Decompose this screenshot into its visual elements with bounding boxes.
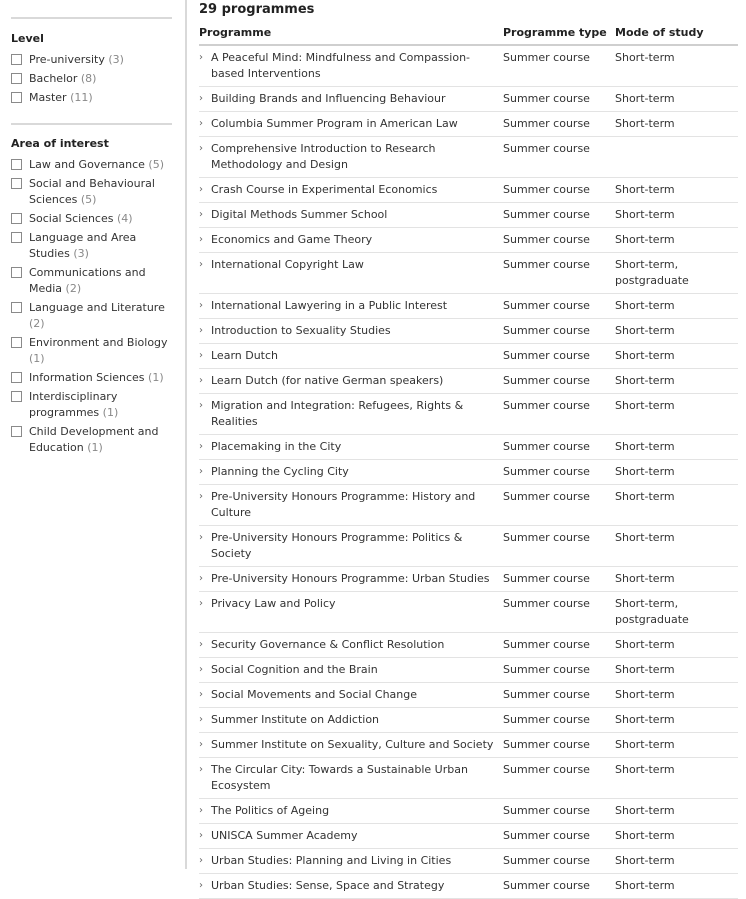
facet-option-label: Social and Behavioural Sciences xyxy=(29,177,155,206)
table-row[interactable] xyxy=(199,369,738,394)
facet-option-label: Information Sciences xyxy=(29,371,145,384)
facet-option-label: Language and Literature xyxy=(29,301,165,314)
facet-option[interactable] xyxy=(11,370,179,386)
checkbox[interactable] xyxy=(11,178,22,189)
table-row[interactable] xyxy=(199,683,738,708)
programme-link[interactable]: International Copyright Law xyxy=(211,258,364,271)
chevron-right-icon[interactable]: › xyxy=(199,739,203,750)
programme-type-cell: Summer course xyxy=(503,87,615,112)
checkbox[interactable] xyxy=(11,426,22,437)
facet-option-label: Bachelor xyxy=(29,72,78,85)
programme-link[interactable]: A Peaceful Mind: Mindfulness and Compassion-based Interventions xyxy=(211,51,471,80)
programme-link[interactable]: Comprehensive Introduction to Research Methodology and Design xyxy=(211,142,436,171)
chevron-right-icon[interactable]: › xyxy=(199,714,203,725)
table-row[interactable] xyxy=(199,253,738,294)
chevron-right-icon[interactable]: › xyxy=(199,664,203,675)
chevron-right-icon[interactable]: › xyxy=(199,764,203,775)
programme-cell xyxy=(199,708,503,733)
programme-cell xyxy=(199,758,503,799)
programme-cell xyxy=(199,799,503,824)
mode-of-study-cell: Short-term xyxy=(615,203,738,228)
mode-of-study-cell: Short-term xyxy=(615,849,738,874)
table-row[interactable] xyxy=(199,112,738,137)
programme-type-cell: Summer course xyxy=(503,874,615,899)
chevron-right-icon[interactable]: › xyxy=(199,805,203,816)
checkbox[interactable] xyxy=(11,159,22,170)
facet-option-label: Child Development and Education xyxy=(29,425,159,454)
programme-link[interactable]: Building Brands and Influencing Behaviour xyxy=(211,92,446,105)
mode-of-study-cell: Short-term xyxy=(615,319,738,344)
checkbox[interactable] xyxy=(11,337,22,348)
table-row[interactable] xyxy=(199,228,738,253)
checkbox[interactable] xyxy=(11,267,22,278)
mode-of-study-cell: Short-term xyxy=(615,369,738,394)
facet-option[interactable] xyxy=(11,176,179,208)
facet-option[interactable] xyxy=(11,157,179,173)
results-count: 29 programmes xyxy=(199,2,315,17)
programme-type-cell: Summer course xyxy=(503,849,615,874)
facet-option[interactable] xyxy=(11,90,179,106)
programme-cell xyxy=(199,824,503,849)
sidebar-separator xyxy=(185,0,187,869)
programme-type-cell: Summer course xyxy=(503,708,615,733)
chevron-right-icon[interactable]: › xyxy=(199,573,203,584)
facet-option[interactable] xyxy=(11,424,179,456)
chevron-right-icon[interactable]: › xyxy=(199,209,203,220)
programme-type-cell: Summer course xyxy=(503,137,615,178)
facet-option-count: (1) xyxy=(87,441,103,454)
programme-cell xyxy=(199,137,503,178)
chevron-right-icon[interactable]: › xyxy=(199,234,203,245)
facet-option-count: (1) xyxy=(29,352,45,365)
programme-cell xyxy=(199,526,503,567)
chevron-right-icon[interactable]: › xyxy=(199,143,203,154)
chevron-right-icon[interactable]: › xyxy=(199,639,203,650)
mode-of-study-cell: Short-term, postgraduate xyxy=(615,253,738,294)
mode-of-study-cell: Short-term xyxy=(615,758,738,799)
chevron-right-icon[interactable]: › xyxy=(199,300,203,311)
mode-of-study-cell: Short-term xyxy=(615,294,738,319)
programme-link[interactable]: Planning the Cycling City xyxy=(211,465,349,478)
programme-cell xyxy=(199,435,503,460)
mode-of-study-cell: Short-term xyxy=(615,633,738,658)
programme-type-cell: Summer course xyxy=(503,526,615,567)
table-row[interactable] xyxy=(199,567,738,592)
programme-cell xyxy=(199,344,503,369)
programme-cell xyxy=(199,228,503,253)
programme-type-cell: Summer course xyxy=(503,369,615,394)
facet-option[interactable] xyxy=(11,335,179,367)
table-row[interactable] xyxy=(199,319,738,344)
programme-link[interactable]: The Circular City: Towards a Sustainable Urban Ecosystem xyxy=(211,763,468,792)
programme-type-cell: Summer course xyxy=(503,394,615,435)
chevron-right-icon[interactable]: › xyxy=(199,350,203,361)
programme-type-cell: Summer course xyxy=(503,592,615,633)
facet-option-count: (1) xyxy=(102,406,119,419)
mode-of-study-cell xyxy=(615,137,738,178)
programme-type-cell: Summer course xyxy=(503,294,615,319)
programme-type-cell: Summer course xyxy=(503,658,615,683)
programme-type-cell: Summer course xyxy=(503,112,615,137)
programme-link[interactable]: Learn Dutch xyxy=(211,349,279,362)
filter-sidebar xyxy=(0,0,186,869)
facet-option-label: Language and Area Studies xyxy=(29,231,137,260)
facet-option-count: (4) xyxy=(116,212,133,225)
programme-cell xyxy=(199,567,503,592)
programme-link[interactable]: Learn Dutch (for native German speakers) xyxy=(211,374,444,387)
checkbox[interactable] xyxy=(11,92,22,103)
programme-type-cell: Summer course xyxy=(503,319,615,344)
chevron-right-icon[interactable]: › xyxy=(199,375,203,386)
programme-type-cell: Summer course xyxy=(503,567,615,592)
mode-of-study-cell: Short-term, postgraduate xyxy=(615,592,738,633)
facet-option-label: Environment and Biology xyxy=(29,336,168,349)
programme-link[interactable]: Social Movements and Social Change xyxy=(211,688,418,701)
programme-type-cell: Summer course xyxy=(503,683,615,708)
programme-cell xyxy=(199,683,503,708)
programme-link[interactable]: International Lawyering in a Public Interest xyxy=(211,299,448,312)
programme-cell xyxy=(199,178,503,203)
chevron-right-icon[interactable]: › xyxy=(199,598,203,609)
mode-of-study-cell: Short-term xyxy=(615,344,738,369)
table-row[interactable] xyxy=(199,708,738,733)
programme-link[interactable]: Summer Institute on Sexuality, Culture and Society xyxy=(211,738,494,751)
mode-of-study-cell: Short-term xyxy=(615,87,738,112)
chevron-right-icon[interactable]: › xyxy=(199,466,203,477)
programme-table xyxy=(199,24,738,899)
level-facet-list xyxy=(11,52,179,109)
mode-of-study-cell: Short-term xyxy=(615,460,738,485)
chevron-right-icon[interactable]: › xyxy=(199,400,203,411)
mode-of-study-cell: Short-term xyxy=(615,435,738,460)
table-row[interactable] xyxy=(199,344,738,369)
level-facet-title: Level xyxy=(11,32,44,45)
chevron-right-icon[interactable]: › xyxy=(199,118,203,129)
chevron-right-icon[interactable]: › xyxy=(199,259,203,270)
table-row[interactable] xyxy=(199,733,738,758)
header-mode-of-study[interactable]: Mode of study xyxy=(615,24,738,45)
programme-type-cell: Summer course xyxy=(503,228,615,253)
table-header-row xyxy=(199,24,738,45)
chevron-right-icon[interactable]: › xyxy=(199,689,203,700)
facet-option-count: (2) xyxy=(65,282,82,295)
table-row[interactable] xyxy=(199,460,738,485)
programme-cell xyxy=(199,45,503,87)
programme-type-cell: Summer course xyxy=(503,485,615,526)
programme-link[interactable]: Summer Institute on Addiction xyxy=(211,713,380,726)
programme-link[interactable]: Privacy Law and Policy xyxy=(211,597,336,610)
mode-of-study-cell: Short-term xyxy=(615,394,738,435)
table-row[interactable] xyxy=(199,45,738,87)
mode-of-study-cell: Short-term xyxy=(615,658,738,683)
facet-option[interactable] xyxy=(11,300,179,332)
programme-cell xyxy=(199,460,503,485)
programme-type-cell: Summer course xyxy=(503,344,615,369)
table-row[interactable] xyxy=(199,526,738,567)
chevron-right-icon[interactable]: › xyxy=(199,52,203,63)
facet-option-count: (8) xyxy=(80,72,97,85)
mode-of-study-cell: Short-term xyxy=(615,708,738,733)
mode-of-study-cell: Short-term xyxy=(615,683,738,708)
facet-option-count: (3) xyxy=(108,53,124,66)
facet-option-label: Master xyxy=(29,91,67,104)
chevron-right-icon[interactable]: › xyxy=(199,441,203,452)
chevron-right-icon[interactable]: › xyxy=(199,491,203,502)
programme-cell xyxy=(199,112,503,137)
programme-type-cell: Summer course xyxy=(503,733,615,758)
mode-of-study-cell: Short-term xyxy=(615,526,738,567)
table-row[interactable] xyxy=(199,799,738,824)
table-row[interactable] xyxy=(199,87,738,112)
programme-type-cell: Summer course xyxy=(503,203,615,228)
mode-of-study-cell: Short-term xyxy=(615,567,738,592)
mode-of-study-cell: Short-term xyxy=(615,485,738,526)
programme-link[interactable]: Pre-University Honours Programme: History and Culture xyxy=(211,490,476,519)
facet-option-label: Interdisciplinary programmes xyxy=(29,390,118,419)
mode-of-study-cell: Short-term xyxy=(615,228,738,253)
facet-option-count: (11) xyxy=(70,91,93,104)
programme-type-cell: Summer course xyxy=(503,435,615,460)
table-row[interactable] xyxy=(199,178,738,203)
facet-option-count: (5) xyxy=(148,158,165,171)
programme-cell xyxy=(199,394,503,435)
programme-cell xyxy=(199,253,503,294)
programme-link[interactable]: Digital Methods Summer School xyxy=(211,208,388,221)
programme-type-cell: Summer course xyxy=(503,758,615,799)
programme-cell xyxy=(199,592,503,633)
divider xyxy=(11,123,172,125)
programme-cell xyxy=(199,294,503,319)
checkbox[interactable] xyxy=(11,302,22,313)
checkbox[interactable] xyxy=(11,391,22,402)
checkbox[interactable] xyxy=(11,73,22,84)
programme-type-cell: Summer course xyxy=(503,824,615,849)
programme-cell xyxy=(199,633,503,658)
chevron-right-icon[interactable]: › xyxy=(199,830,203,841)
programme-link[interactable]: UNISCA Summer Academy xyxy=(211,829,358,842)
facet-option-count: (5) xyxy=(80,193,97,206)
programme-link[interactable]: Pre-University Honours Programme: Politics & Society xyxy=(211,531,463,560)
programme-link[interactable]: Urban Studies: Planning and Living in Cities xyxy=(211,854,452,867)
table-row[interactable] xyxy=(199,658,738,683)
mode-of-study-cell: Short-term xyxy=(615,799,738,824)
programme-cell xyxy=(199,733,503,758)
mode-of-study-cell: Short-term xyxy=(615,874,738,899)
chevron-right-icon[interactable]: › xyxy=(199,855,203,866)
programme-link[interactable]: Introduction to Sexuality Studies xyxy=(211,324,391,337)
table-row[interactable] xyxy=(199,874,738,899)
programme-type-cell: Summer course xyxy=(503,178,615,203)
table-row[interactable] xyxy=(199,203,738,228)
area-facet-list xyxy=(11,157,179,459)
checkbox[interactable] xyxy=(11,54,22,65)
checkbox[interactable] xyxy=(11,372,22,383)
programme-link[interactable]: Migration and Integration: Refugees, Rights & Realities xyxy=(211,399,464,428)
table-row[interactable] xyxy=(199,294,738,319)
header-programme[interactable]: Programme xyxy=(199,24,503,45)
programme-link[interactable]: Social Cognition and the Brain xyxy=(211,663,378,676)
programme-link[interactable]: Urban Studies: Sense, Space and Strategy xyxy=(211,879,445,892)
mode-of-study-cell: Short-term xyxy=(615,824,738,849)
programme-cell xyxy=(199,319,503,344)
header-programme-type[interactable]: Programme type xyxy=(503,24,615,45)
facet-option[interactable] xyxy=(11,52,179,68)
programme-type-cell: Summer course xyxy=(503,799,615,824)
facet-option[interactable] xyxy=(11,230,179,262)
checkbox[interactable] xyxy=(11,213,22,224)
facet-option-label: Law and Governance xyxy=(29,158,145,171)
facet-option[interactable] xyxy=(11,265,179,297)
chevron-right-icon[interactable]: › xyxy=(199,880,203,891)
programme-type-cell: Summer course xyxy=(503,633,615,658)
chevron-right-icon[interactable]: › xyxy=(199,184,203,195)
divider xyxy=(11,17,172,19)
facet-option-count: (2) xyxy=(29,317,45,330)
chevron-right-icon[interactable]: › xyxy=(199,93,203,104)
programme-type-cell: Summer course xyxy=(503,45,615,87)
programme-link[interactable]: Columbia Summer Program in American Law xyxy=(211,117,458,130)
chevron-right-icon[interactable]: › xyxy=(199,325,203,336)
programme-link[interactable]: Security Governance & Conflict Resolution xyxy=(211,638,445,651)
programme-link[interactable]: Pre-University Honours Programme: Urban Studies xyxy=(211,572,490,585)
table-row[interactable] xyxy=(199,758,738,799)
area-facet-title: Area of interest xyxy=(11,137,109,150)
programme-link[interactable]: The Politics of Ageing xyxy=(211,804,330,817)
programme-cell xyxy=(199,87,503,112)
mode-of-study-cell: Short-term xyxy=(615,178,738,203)
mode-of-study-cell: Short-term xyxy=(615,45,738,87)
chevron-right-icon[interactable]: › xyxy=(199,532,203,543)
table-row[interactable] xyxy=(199,824,738,849)
facet-option[interactable] xyxy=(11,389,179,421)
facet-option-label: Communications and Media xyxy=(29,266,146,295)
checkbox[interactable] xyxy=(11,232,22,243)
mode-of-study-cell: Short-term xyxy=(615,733,738,758)
programme-cell xyxy=(199,485,503,526)
facet-option[interactable] xyxy=(11,71,179,87)
programme-type-cell: Summer course xyxy=(503,253,615,294)
programme-link[interactable]: Crash Course in Experimental Economics xyxy=(211,183,438,196)
table-row[interactable] xyxy=(199,633,738,658)
table-row[interactable] xyxy=(199,485,738,526)
programme-type-cell: Summer course xyxy=(503,460,615,485)
programme-cell xyxy=(199,369,503,394)
mode-of-study-cell: Short-term xyxy=(615,112,738,137)
facet-option-count: (1) xyxy=(148,371,164,384)
programme-link[interactable]: Economics and Game Theory xyxy=(211,233,373,246)
programme-cell xyxy=(199,874,503,899)
facet-option-label: Pre-university xyxy=(29,53,105,66)
table-row[interactable] xyxy=(199,394,738,435)
table-row[interactable] xyxy=(199,137,738,178)
table-row[interactable] xyxy=(199,849,738,874)
table-row[interactable] xyxy=(199,435,738,460)
facet-option-count: (3) xyxy=(73,247,89,260)
programme-cell xyxy=(199,203,503,228)
table-row[interactable] xyxy=(199,592,738,633)
programme-link[interactable]: Placemaking in the City xyxy=(211,440,342,453)
facet-option-label: Social Sciences xyxy=(29,212,114,225)
facet-option[interactable] xyxy=(11,211,179,227)
programme-cell xyxy=(199,849,503,874)
programme-cell xyxy=(199,658,503,683)
